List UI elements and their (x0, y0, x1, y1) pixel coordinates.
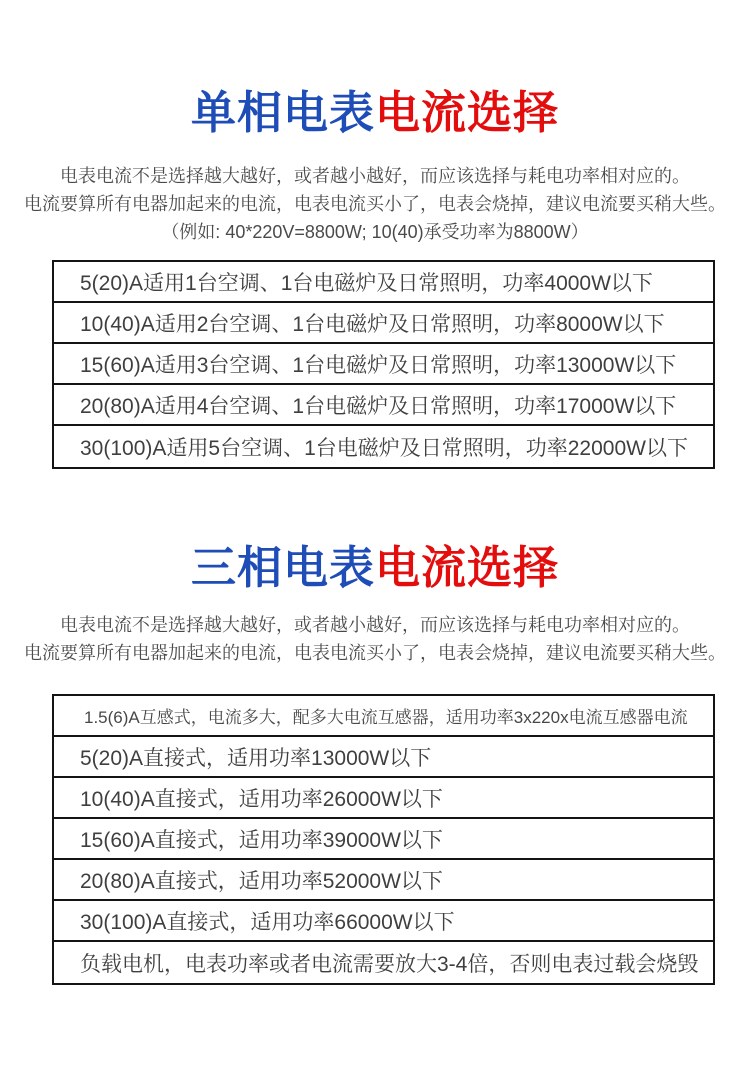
table-row (54, 737, 713, 778)
table-row (54, 819, 713, 860)
row-text: 1.5(6)A互感式，电流多大，配多大电流互感器，适用功率3x220x电流互感器电流 (84, 708, 688, 727)
row-text: 15(60)A适用3台空调、1台电磁炉及日常照明，功率13000W以下 (80, 353, 677, 377)
table-row (54, 696, 713, 737)
table-row (54, 262, 713, 303)
section-three-phase (0, 469, 750, 985)
current-rating-table-three-phase (52, 694, 715, 985)
row-text: 20(80)A适用4台空调、1台电磁炉及日常照明，功率17000W以下 (80, 394, 677, 418)
row-text: 5(20)A适用1台空调、1台电磁炉及日常照明，功率4000W以下 (80, 271, 653, 295)
row-text: 5(20)A直接式，适用功率13000W以下 (80, 746, 432, 770)
table-row (54, 344, 713, 385)
section-title-three-phase (0, 541, 750, 595)
table-row (54, 385, 713, 426)
intro-paragraph (0, 162, 750, 246)
intro-line-example: （例如: 40*220V=8800W; 10(40)承受功率为8800W） (161, 222, 589, 242)
intro-paragraph (0, 611, 750, 667)
intro-line: 电表电流不是选择越大越好，或者越小越好，而应该选择与耗电功率相对应的。 (60, 615, 690, 635)
row-text: 负载电机，电表功率或者电流需要放大3-4倍，否则电表过载会烧毁 (80, 952, 699, 976)
table-row (54, 303, 713, 344)
section-title-single-phase (0, 86, 750, 140)
intro-line: 电表电流不是选择越大越好，或者越小越好，而应该选择与耗电功率相对应的。 (60, 166, 690, 186)
title-part-blue: 三相电表 (190, 542, 375, 593)
row-text: 30(100)A适用5台空调、1台电磁炉及日常照明，功率22000W以下 (80, 436, 688, 460)
row-text: 30(100)A直接式，适用功率66000W以下 (80, 910, 455, 934)
intro-line: 电流要算所有电器加起来的电流，电表电流买小了，电表会烧掉，建议电流要买稍大些。 (24, 643, 726, 663)
table-row (54, 426, 713, 467)
table-row (54, 901, 713, 942)
table-row (54, 860, 713, 901)
row-text: 20(80)A直接式，适用功率52000W以下 (80, 869, 443, 893)
row-text: 10(40)A直接式，适用功率26000W以下 (80, 787, 443, 811)
section-single-phase (0, 0, 750, 469)
row-text: 15(60)A直接式，适用功率39000W以下 (80, 828, 443, 852)
intro-line: 电流要算所有电器加起来的电流，电表电流买小了，电表会烧掉，建议电流要买稍大些。 (24, 194, 726, 214)
title-part-red: 电流选择 (375, 87, 560, 138)
title-part-red: 电流选择 (375, 542, 560, 593)
current-rating-table-single-phase (52, 260, 715, 469)
row-text: 10(40)A适用2台空调、1台电磁炉及日常照明，功率8000W以下 (80, 312, 665, 336)
table-row (54, 942, 713, 983)
title-part-blue: 单相电表 (190, 87, 375, 138)
table-row (54, 778, 713, 819)
